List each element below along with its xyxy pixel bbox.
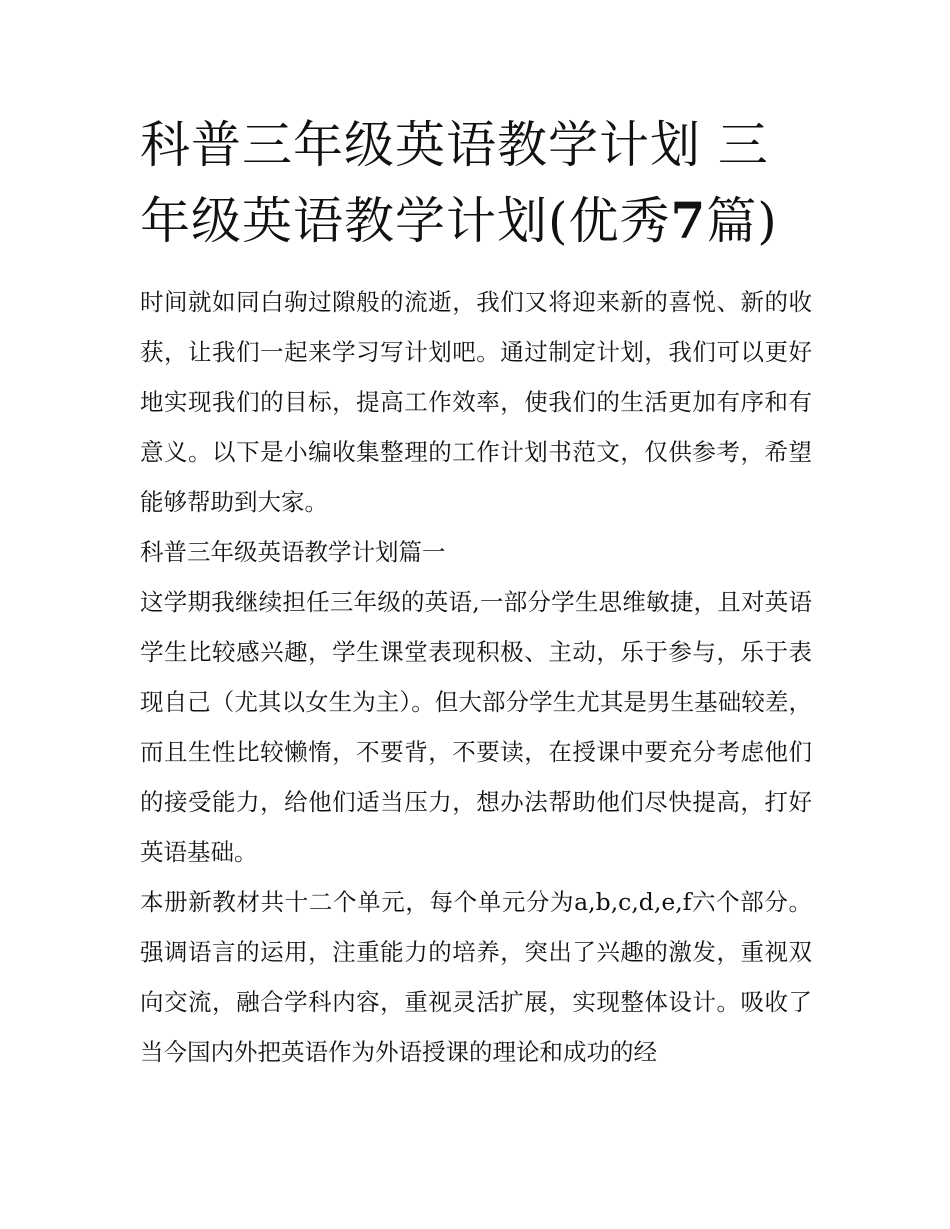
section-heading: 科普三年级英语教学计划篇一 xyxy=(140,538,446,566)
body-paragraph-2: 本册新教材共十二个单元，每个单元分为a,b,c,d,e,f六个部分。强调语言的运用，注重能力的培养，突出了兴趣的激发，重视双向交流，融合学科内容，重视灵活扩展，实现整体设计。吸收了当今国内外把英语作为外语授课的理论和成功的经 xyxy=(140,888,812,1066)
document-title xyxy=(140,108,812,259)
title-suffix: 篇) xyxy=(706,192,778,250)
body-paragraph-1: 这学期我继续担任三年级的英语,一部分学生思维敏捷，且对英语学生比较感兴趣，学生课堂表现积极、主动，乐于参与，乐于表现自己（尤其以女生为主）。但大部分学生尤其是男生基础较差，而且生性比较懒惰，不要背，不要读，在授课中要充分考虑他们的接受能力，给他们适当压力，想办法帮助他们尽快提高，打好英语基础。 xyxy=(140,588,812,866)
intro-paragraph: 时间就如同白驹过隙般的流逝，我们又将迎来新的喜悦、新的收获，让我们一起来学习写计划吧。通过制定计划，我们可以更好地实现我们的目标，提高工作效率，使我们的生活更加有序和有意义。以下是小编收集整理的工作计划书范文，仅供参考，希望能够帮助到大家。 xyxy=(140,288,812,516)
title-number: 7 xyxy=(670,191,707,250)
title-text: 科普三年级英语教学计划 三年级英语教学计划(优秀 xyxy=(140,116,769,250)
document-page xyxy=(140,108,812,1077)
